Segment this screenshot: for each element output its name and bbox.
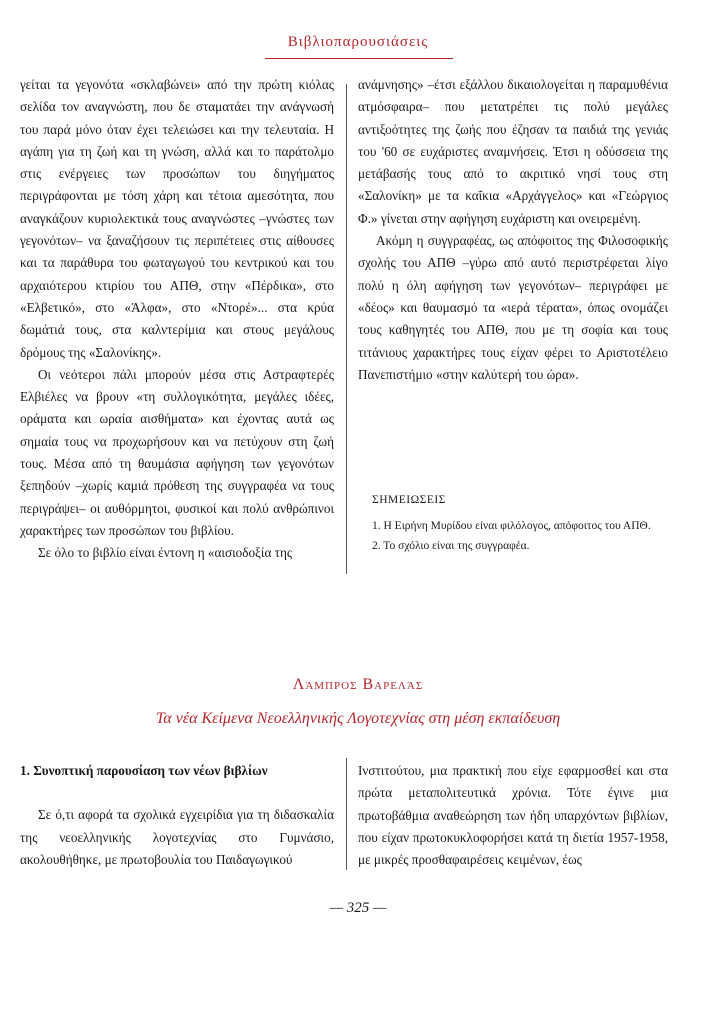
note-item: 2. Το σχόλιο είναι της συγγραφέα.: [372, 540, 530, 552]
notes-section: [358, 490, 668, 556]
review-paragraph: Οι νεότεροι πάλι μπορούν μέσα στις Αστραφτερές Ελβιέλες να βρουν «τη συλλογικότητα, μεγάλες ιδέες, οράματα και ωραία αισθήματα» και έχοντας αυτά ως σημαία τους να προχωρήσουν και να πετύχουν στη ζωή τους. Μέσα από τη θαυμάσια αφήγηση των γεγονότων ξεπηδούν –χωρίς καμιά πρόθεση της συγγραφέα να τους περιγράψει– οι αυθόρμητοι, φυσικοί και πολύ ανθρώπινοι χαρακτήρες των προσώπων του βιβλίου.: [20, 366, 334, 538]
column-divider: [346, 84, 347, 574]
article-title: Τα νέα Κείμενα Νεοελληνικής Λογοτεχνίας στη μέση εκπαίδευση: [155, 710, 561, 727]
review-left-column: [20, 74, 334, 565]
review-paragraph: Σε όλο το βιβλίο είναι έντονη η «αισιοδοξία της: [38, 545, 293, 561]
review-right-column: [358, 74, 668, 386]
notes-title: ΣΗΜΕΙΩΣΕΙΣ: [372, 494, 446, 506]
review-paragraph: ανάμνησης» –έτσι εξάλλου δικαιολογείται η παραμυθένια ατμόσφαιρα– που μετατρέπει τις πολύ μεγάλες αντιξοότητες της ζωής που έζησαν τα παιδιά της γενιάς του '60 σε ευχάριστες αναμνήσεις. Έτσι η οδύσσεια της μετάβασής τους από το ακριτικό νησί τους στη «Σαλονίκη» με τα καΐκια «Αρχάγγελος» και «Γεώργιος Φ.» γίνεται στην αφήγηση ευχάριστη και ονειρεμένη.: [358, 77, 668, 226]
article-left-column: [20, 760, 334, 871]
article-right-column: [358, 760, 668, 871]
article-paragraph: Ινστιτούτου, μια πρακτική που είχε εφαρμοσθεί και στα πρώτα μεταπολιτευτικά χρόνια. Τότε έγινε μια πρωτοβάθμια αναθεώρηση των ήδη υπαρχόντων βιβλίων, που είχαν πρωτοκυκλοφορήσει κατά τη διετία 1957-1958, με μικρές προσθαφαιρέσεις κειμένων, έως: [358, 763, 668, 868]
review-paragraph: Ακόμη η συγγραφέας, ως απόφοιτος της Φιλοσοφικής σχολής του ΑΠΘ –γύρω από αυτό περιστρέφεται λίγο πολύ η όλη αφήγηση των γεγονότων– περιγράφει με «δέος» και θαυμασμό τα «ιερά τέρατα», όπως ονομάζει τους καθηγητές του ΑΠΘ, που με τη σοφία και τους τιτάνιους χαρακτήρες τους είχαν φέρει το Αριστοτέλειο Πανεπιστήμιο «στην καλύτερή του ώρα».: [358, 233, 668, 382]
page-number: — 325 —: [329, 900, 387, 916]
note-item: 1. Η Ειρήνη Μυρίδου είναι φιλόλογος, απόφοιτος του ΑΠΘ.: [372, 520, 651, 532]
header-underline: [265, 58, 453, 59]
running-header: Βιβλιοπαρουσιάσεις: [287, 34, 429, 50]
review-paragraph: γείται τα γεγονότα «σκλαβώνει» από την πρώτη κιόλας σελίδα τον αναγνώστη, που δε σταματάει την ανάγνωσή του παρά μόνο όταν έχει τελειώσει και την τελευταία. Η αγάπη για τη ζωή και τη γνώση, αλλά και το παράτολμο στις ενέργειες των προσώπων του διηγήματος περιγράφονται με τόση χάρη και τέτοια αμεσότητα, που αναγκάζουν κυριολεκτικά τους αναγνώστες –γνώστες των γεγονότων– να ξαναζήσουν τις περιπέτειες στις αίθουσες και τα παράθυρα του φωταγωγού του κεντρικού και του αρχαιότερου κτιρίου του ΑΠΘ, στην «Πέρδικα», στο «Ελβετικό», στο «Άλφα», στο «Ντορέ»... στα κρύα δωμάτιά τους, στα καλντερίμια και στους μεγάλους δρόμους της «Σαλονίκης».: [20, 77, 334, 360]
section-heading: 1. Συνοπτική παρουσίαση των νέων βιβλίων: [20, 763, 268, 778]
column-divider: [346, 758, 347, 870]
article-author: Λάμπρος Βαρελάς: [292, 676, 424, 693]
article-paragraph: Σε ό,τι αφορά τα σχολικά εγχειρίδια για τη διδασκαλία της νεοελληνικής λογοτεχνίας στο Γυμνάσιο, ακολουθήθηκε, με πρωτοβουλία του Παιδαγωγικού: [20, 807, 334, 867]
